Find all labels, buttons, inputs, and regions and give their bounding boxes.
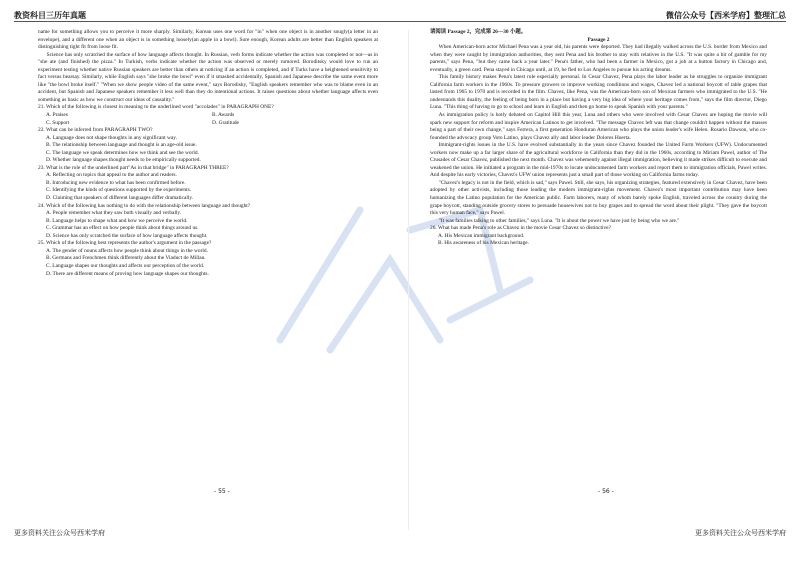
option: A. People remember what they saw both visually and verbally.	[46, 210, 182, 217]
page-number-right: - 56 -	[598, 488, 614, 495]
header-right-title: 微信公众号【西米学府】整理汇总	[666, 11, 786, 20]
options-grid	[38, 112, 378, 127]
question-stem: 24. Which of the following has nothing to do with the relationship between language and thought?	[38, 202, 251, 209]
option: A. The gender of nouns affects how people think about things in the world.	[46, 247, 208, 254]
column-divider	[408, 30, 409, 530]
option: A. Language does not shape thoughts in any significant way.	[46, 134, 177, 141]
page-number-left: - 55 -	[214, 488, 230, 495]
passage-paragraph: This family history makes Pena's latest role especially personal. In Cesar Chavez, Pena plays the labor leader as he struggles to organize immigrant California farm workers in the 1960s. To pressure growers to improve working conditions and wages, Chavez led a national boycott of table grapes that lasted from 1965 to 1970 and is recorded in the film. Chavez, like Pena, was the American-born son of Mexican farmers who immigrated to the U.S. "He understands this duality, the feeling of being born in a place but having a very big idea of where your heritage comes from," says the film director, Diego Luna. "This thing of having to go to school and learn in English and then go home to speak Spanish with your parents."	[430, 74, 767, 111]
option: C. Language shapes our thoughts and affects our perception of the world.	[46, 262, 205, 269]
option: B. The relationship between language and thought is an age-old issue.	[46, 142, 197, 149]
question-stem: 22. What can be inferred from PARAGRAPH TWO?	[38, 127, 153, 134]
passage-paragraph: name for something allows you to perceive it more sharply. Similarly, Korean uses one word for "in" when one object is in another snugly(a letter in an envelope), and a different one when an object is in something loosely(an apple in a bowl). Sure enough, Korean adults are better than English speakers at distinguishing tight fit from loose fit.	[38, 29, 378, 51]
option: A. Reflecting on topics that appeal to the author and readers.	[46, 172, 177, 179]
passage-paragraph: "Chavez's legacy is not in the field, which is sad," says Pawel. Still, she says, his organizing strategies, featured extensively in Cesar Chavez, have been adopted by other activists, including those leading the modern immigrant-rights movement. Chavez's most important contribution may have been humanizing the Latino population for the American public. Farm laborers, many of whom barely spoke English, traveled across the country during the grape boycott, standing outside grocery stores to persuade housewives not to buy grapes and to spread the word about their plight. "They gave the boycott this very human face," says Pawel.	[430, 179, 767, 217]
option: C. Support	[46, 119, 70, 126]
question-stem: 26. What has made Pena's role as Chavez in the movie Cesar Chavez so distinctive?	[430, 225, 611, 232]
option: D. There are different means of proving how language shapes our thoughts.	[46, 270, 209, 277]
footer-right: 更多资料关注公众号西米学府	[695, 529, 786, 537]
option: C. The language we speak determines how we think and see the world.	[46, 149, 199, 156]
header-left-title: 教资科目三历年真题	[14, 11, 86, 20]
passage-title: Passage 2	[587, 36, 610, 43]
option: D. Claiming that speakers of different languages differ dramatically.	[46, 195, 194, 202]
option: A. Praises	[46, 112, 68, 119]
passage-paragraph: As immigration policy is hotly debated on Capitol Hill this year, Luna and others who were involved with Cesar Chavez are hoping the movie will spark new support for reform and inspire American Latinos to get involved. "The message Chavez left was that change couldn't happen without the masses being a part of their own change," says Ferrera, a first generation Honduran American who plays the union leader's wife Helen. Rosario Dawson, who co-founded the advocacy group Voto Latino, plays Chavez ally and labor leader Dolores Huerta.	[430, 112, 767, 141]
passage-paragraph: "It was families talking to other families," says Luna. "It is about the power we have just by being who we are."	[438, 217, 680, 224]
option: A. His Mexican immigrant background.	[438, 232, 525, 239]
option: B. Awards	[212, 112, 235, 119]
question-stem: 21. Which of the following is closest in meaning to the underlined word "accolades" in PARAGRAPH ONE?	[38, 104, 274, 111]
option: B. Language helps to shape what and how we perceive the world.	[46, 217, 188, 224]
question-stem: 23. What is the role of the underlined part"As in that bridge" in PARAGRAPH THREE?	[38, 164, 229, 171]
option: B. Germans and Frenchmen think differently about the Viaduct de Millau.	[46, 255, 206, 262]
passage-paragraph: Immigrant-rights issues in the U.S. have evolved substantially in the years since Chavez founded the United Farm Workers (UFW). Undocumented workers now make up a far larger share of the agricultural workforce in California than they did in the 1960s, according to Miriam Pawel, author of The Crusades of Cesar Chavez, published the next month. Chavez was vehemently against illegal immigration, believing it made strikes difficult to execute and weakened the union. He initiated a program in the mid-1970s to locate undocumented farm workers and report them to immigration officials, Pawel writes. And despite his early victories, Chavez's UFW union represents just a small part of those working on California farms today.	[430, 142, 767, 179]
option: B. His awareness of his Mexican heritage.	[438, 240, 530, 247]
option: C. Identifying the kinds of questions supported by the experiments.	[46, 187, 192, 194]
question-stem: 25. Which of the following best represents the author's argument in the passage?	[38, 240, 212, 247]
footer-left: 更多资料关注公众号西米学府	[14, 529, 105, 537]
option: B. Introducing new evidence to what has been confirmed before.	[46, 179, 186, 186]
reading-instruction: 请阅读 Passage 2，完成第 26—30 小题。	[430, 29, 527, 35]
passage-paragraph: When American-born actor Michael Pena was a year old, his parents were deported. They had illegally walked across the U.S. border from Mexico and when they were caught by immigration authorities, they sent Pena and his brother to stay with relatives in the U.S. "It was quite a bit of gamble for my parents," says Pena, "but they came back a year later." Pena's father, who had been a farmer in Mexico, got a job at a button factory in Chicago and, eventually, a green card. Pena stayed in Chicago until, at 19, he fled to Los Angeles to pursue his acting dreams.	[430, 44, 767, 73]
option: D. Gratitude	[212, 119, 239, 126]
passage-paragraph: Science has only scratched the surface of how language affects thought. In Russian, verb forms indicate whether the action was completed or not—as in "she ate (and finished) the pizza." In Turkish, verbs indicate whether the action was observed or merely rumored. Boroditsky would love to run an experiment testing whether native Russian speakers are better than others at noticing if an action is completed, and if Turks have a heightened sensitivity to fact versus hearsay. Similarly, while English says "she broke the bowl" even if it smashed accidentally, Spanish and Japanese describe the same event more like "the bowl broke itself." "When we show people video of the same event," says Borodisky, "English speakers remember who was to blame even in an accident, but Spanish and Japanese speakers remember it less well than they do intentional actions. It raises questions about whether language affects even something as basic as how we construct our ideas of causality."	[38, 51, 378, 103]
right-column	[430, 29, 767, 248]
left-column	[38, 29, 378, 278]
option: D. Science has only scratched the surface of how language affects thought.	[46, 232, 208, 239]
option: D. Whether language shapes thought needs to be empirically supported.	[46, 157, 201, 164]
header-rule	[14, 21, 786, 22]
option: C. Grammar has an effect on how people think about things around us.	[46, 225, 199, 232]
